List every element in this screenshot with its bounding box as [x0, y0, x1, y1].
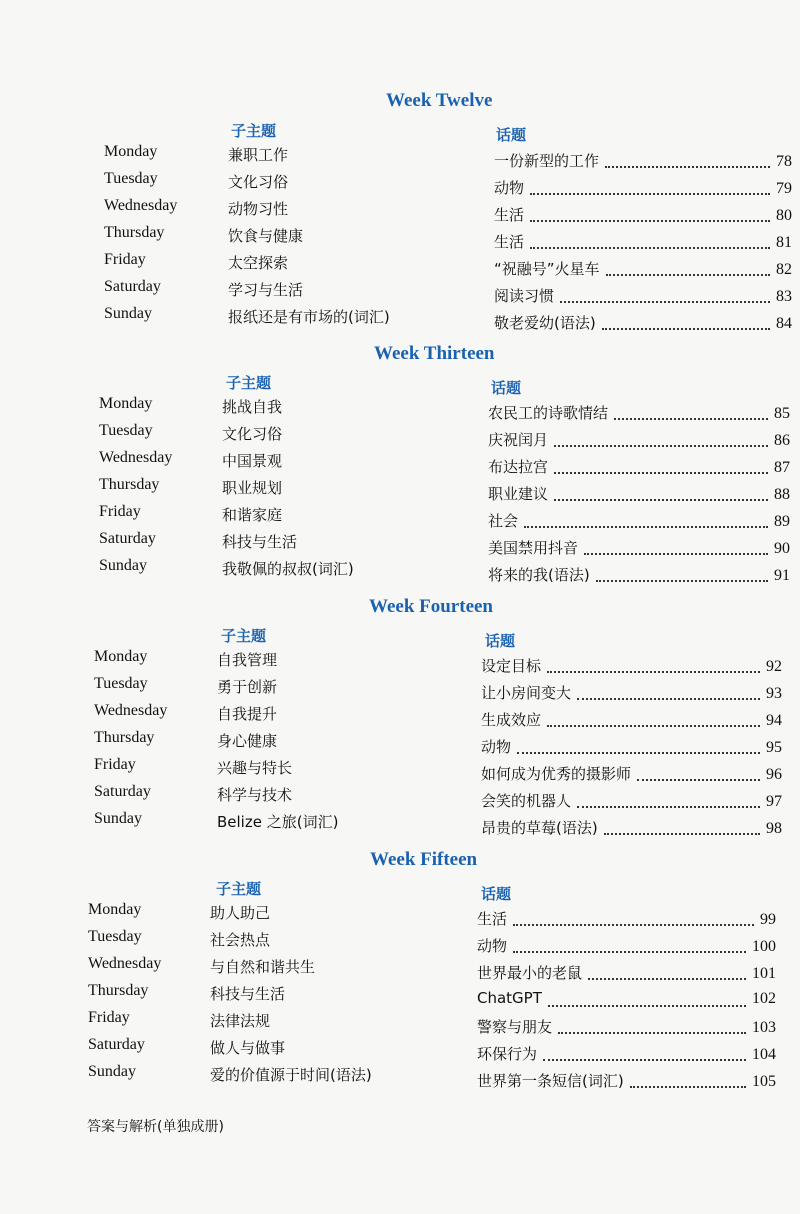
subtopic-header: 子主题: [231, 122, 277, 140]
subtopic-label: 自我管理: [217, 651, 278, 669]
topic-title: 会笑的机器人: [481, 792, 572, 810]
page-number: 81: [776, 234, 792, 251]
toc-entry[interactable]: [477, 1070, 776, 1092]
topic-title: 职业建议: [488, 485, 549, 503]
day-label: Saturday: [99, 530, 156, 547]
subtopic-label: 社会热点: [210, 931, 271, 949]
page-number: 80: [776, 207, 792, 224]
day-label: Wednesday: [99, 449, 173, 466]
day-label: Saturday: [94, 783, 151, 800]
subtopic-label: 科技与生活: [222, 533, 298, 551]
topic-title: 生活: [494, 233, 525, 251]
answer-key-note: 答案与解析(单独成册): [87, 1119, 224, 1135]
page-number: 78: [776, 153, 792, 170]
page-number: 84: [776, 315, 792, 332]
subtopic-label: 文化习俗: [222, 425, 283, 443]
page-number: 91: [774, 567, 790, 584]
topic-title: 让小房间变大: [481, 684, 572, 702]
topic-title: 农民工的诗歌情结: [488, 404, 609, 422]
subtopic-label: 自我提升: [217, 705, 278, 723]
day-label: Friday: [104, 251, 146, 268]
page-number: 96: [766, 766, 782, 783]
subtopic-label: 报纸还是有市场的(词汇): [228, 308, 390, 326]
subtopic-label: 我敬佩的叔叔(词汇): [222, 560, 354, 578]
page-number: 89: [774, 513, 790, 530]
subtopic-label: 科学与技术: [217, 786, 293, 804]
day-label: Sunday: [99, 557, 147, 574]
subtopic-label: 中国景观: [222, 452, 283, 470]
toc-entry[interactable]: [477, 935, 776, 957]
dot-leader: [543, 1058, 746, 1061]
page-number: 100: [752, 938, 776, 955]
page-number: 103: [752, 1019, 776, 1036]
topic-title: 环保行为: [477, 1045, 538, 1063]
day-label: Tuesday: [94, 675, 148, 692]
dot-leader: [513, 923, 754, 926]
page-number: 82: [776, 261, 792, 278]
page-number: 92: [766, 658, 782, 675]
subtopic-label: 爱的价值源于时间(语法): [210, 1066, 372, 1084]
page-number: 105: [752, 1073, 776, 1090]
topic-title: 世界第一条短信(词汇): [477, 1072, 624, 1090]
day-label: Thursday: [88, 982, 149, 999]
page-number: 87: [774, 459, 790, 476]
subtopic-header: 子主题: [221, 627, 267, 645]
day-label: Monday: [94, 648, 148, 665]
topic-title: 敬老爱幼(语法): [494, 314, 596, 332]
subtopic-label: 勇于创新: [217, 678, 278, 696]
topic-title: 动物: [494, 179, 525, 197]
day-label: Friday: [99, 503, 141, 520]
topic-title: 动物: [477, 937, 508, 955]
day-label: Wednesday: [104, 197, 178, 214]
day-label: Friday: [94, 756, 136, 773]
page-number: 93: [766, 685, 782, 702]
subtopic-label: 饮食与健康: [228, 227, 304, 245]
day-label: Wednesday: [88, 955, 162, 972]
day-label: Tuesday: [99, 422, 153, 439]
dot-leader: [558, 1031, 746, 1034]
day-label: Tuesday: [104, 170, 158, 187]
subtopic-label: 助人助己: [210, 904, 271, 922]
topic-title: 阅读习惯: [494, 287, 555, 305]
topic-header: 话题: [481, 885, 512, 903]
toc-entry[interactable]: [477, 962, 776, 984]
topic-title: ChatGPT: [477, 989, 542, 1007]
page-number: 86: [774, 432, 790, 449]
day-label: Thursday: [99, 476, 160, 493]
subtopic-label: 兴趣与特长: [217, 759, 293, 777]
topic-title: 生成效应: [481, 711, 542, 729]
toc-entry[interactable]: [477, 908, 776, 930]
topic-header: 话题: [496, 126, 527, 144]
subtopic-label: 学习与生活: [228, 281, 304, 299]
subtopic-header: 子主题: [216, 880, 262, 898]
subtopic-label: 兼职工作: [228, 146, 289, 164]
toc-entry[interactable]: [477, 1043, 776, 1065]
page-number: 97: [766, 793, 782, 810]
subtopic-label: 与自然和谐共生: [210, 958, 316, 976]
topic-title: 庆祝闰月: [488, 431, 549, 449]
topic-title: 社会: [488, 512, 519, 530]
week-title: Week Fifteen: [370, 849, 478, 870]
topic-title: 将来的我(语法): [488, 566, 590, 584]
page-number: 102: [752, 990, 776, 1007]
toc-entry[interactable]: [477, 989, 776, 1011]
topic-title: “祝融号”火星车: [494, 260, 600, 278]
subtopic-label: 科技与生活: [210, 985, 286, 1003]
day-label: Monday: [104, 143, 158, 160]
topic-title: 如何成为优秀的摄影师: [481, 765, 632, 783]
page-number: 98: [766, 820, 782, 837]
day-label: Monday: [88, 901, 142, 918]
day-label: Tuesday: [88, 928, 142, 945]
week-title: Week Thirteen: [374, 343, 495, 364]
dot-leader: [513, 950, 746, 953]
page-number: 95: [766, 739, 782, 756]
dot-leader: [630, 1085, 746, 1088]
day-label: Sunday: [104, 305, 152, 322]
topic-title: 警察与朋友: [477, 1018, 553, 1036]
day-label: Friday: [88, 1009, 130, 1026]
week-title: Week Twelve: [386, 90, 493, 111]
day-label: Saturday: [88, 1036, 145, 1053]
topic-title: 世界最小的老鼠: [477, 964, 583, 982]
week-title: Week Fourteen: [369, 596, 494, 617]
page-number: 90: [774, 540, 790, 557]
day-label: Thursday: [104, 224, 165, 241]
topic-title: 昂贵的草莓(语法): [481, 819, 598, 837]
subtopic-label: 做人与做事: [210, 1039, 286, 1057]
topic-title: 生活: [494, 206, 525, 224]
page-number: 94: [766, 712, 782, 729]
subtopic-label: 法律法规: [210, 1012, 271, 1030]
page-number: 79: [776, 180, 792, 197]
dot-leader: [548, 1004, 746, 1007]
subtopic-label: 动物习性: [228, 200, 289, 218]
day-label: Sunday: [88, 1063, 136, 1080]
subtopic-header: 子主题: [226, 374, 272, 392]
topic-title: 动物: [481, 738, 512, 756]
day-label: Saturday: [104, 278, 161, 295]
page-number: 101: [752, 965, 776, 982]
day-label: Monday: [99, 395, 153, 412]
subtopic-label: 和谐家庭: [222, 506, 283, 524]
topic-title: 生活: [477, 910, 508, 928]
subtopic-label: 太空探索: [228, 254, 289, 272]
toc-entry[interactable]: [477, 1016, 776, 1038]
subtopic-label: 文化习俗: [228, 173, 289, 191]
topic-header: 话题: [491, 379, 522, 397]
subtopic-label: 挑战自我: [222, 398, 283, 416]
page-number: 85: [774, 405, 790, 422]
page-number: 99: [760, 911, 776, 928]
page-number: 104: [752, 1046, 776, 1063]
dot-leader: [588, 977, 746, 980]
topic-title: 设定目标: [481, 657, 542, 675]
subtopic-label: 身心健康: [217, 732, 278, 750]
topic-title: 布达拉宫: [488, 458, 549, 476]
topic-title: 美国禁用抖音: [488, 539, 579, 557]
page-number: 88: [774, 486, 790, 503]
subtopic-label: 职业规划: [222, 479, 283, 497]
topic-title: 一份新型的工作: [494, 152, 600, 170]
topic-header: 话题: [485, 632, 516, 650]
day-label: Thursday: [94, 729, 155, 746]
day-label: Wednesday: [94, 702, 168, 719]
day-label: Sunday: [94, 810, 142, 827]
page-number: 83: [776, 288, 792, 305]
subtopic-label: Belize 之旅(词汇): [217, 813, 339, 831]
